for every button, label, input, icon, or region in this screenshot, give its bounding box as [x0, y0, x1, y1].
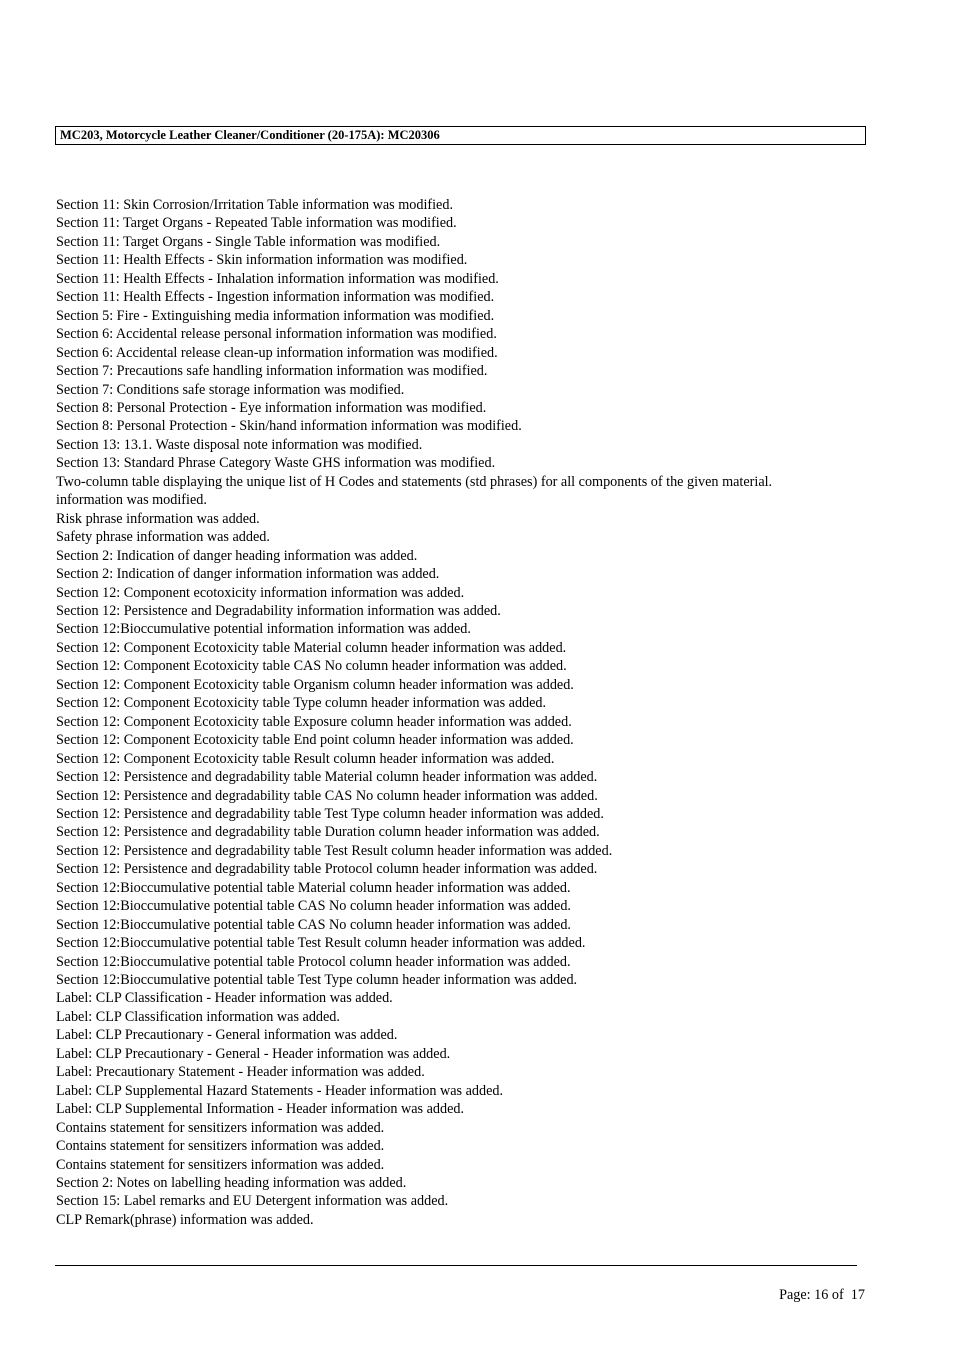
change-line: Section 12: Persistence and degradability table Test Type column header information was added. — [56, 805, 604, 822]
change-line: Section 11: Health Effects - Skin information information was modified. — [56, 252, 468, 269]
change-line: Section 12:Bioccumulative potential information information was added. — [56, 621, 471, 638]
page-number: Page: 16 of 17 — [779, 1287, 865, 1303]
change-line: Section 13: Standard Phrase Category Waste GHS information was modified. — [56, 455, 496, 472]
change-line: Section 12: Persistence and degradability table Test Result column header information was added. — [56, 842, 613, 859]
change-line: Label: CLP Classification - Header information was added. — [56, 990, 393, 1007]
change-line: Section 15: Label remarks and EU Detergent information was added. — [56, 1193, 449, 1210]
change-line: Section 12:Bioccumulative potential table Protocol column header information was added. — [56, 953, 571, 970]
change-line: Section 12: Component ecotoxicity information information was added. — [56, 584, 465, 601]
change-line: Section 11: Target Organs - Single Table information was modified. — [56, 233, 441, 250]
change-line: Label: CLP Precautionary - General - Header information was added. — [56, 1045, 451, 1062]
change-line: Section 11: Health Effects - Ingestion information information was modified. — [56, 289, 495, 306]
change-line: Section 8: Personal Protection - Eye information information was modified. — [56, 399, 487, 416]
change-line: Section 7: Conditions safe storage information was modified. — [56, 381, 405, 398]
change-line: Label: CLP Supplemental Information - Header information was added. — [56, 1101, 465, 1118]
change-line: Section 12: Persistence and degradability table Material column header information was added. — [56, 769, 598, 786]
change-line: Contains statement for sensitizers information was added. — [56, 1119, 385, 1136]
change-line: Section 12: Persistence and degradability table Protocol column header information was added. — [56, 861, 598, 878]
change-line: Risk phrase information was added. — [56, 510, 260, 527]
change-line: Section 2: Notes on labelling heading information was added. — [56, 1175, 407, 1192]
change-line: Section 12: Persistence and degradability table CAS No column header information was added. — [56, 787, 598, 804]
change-line: Section 6: Accidental release personal information information was modified. — [56, 326, 497, 343]
change-line: Label: CLP Precautionary - General information was added. — [56, 1027, 398, 1044]
change-line: Label: CLP Classification information was added. — [56, 1008, 340, 1025]
change-line: Label: CLP Supplemental Hazard Statements - Header information was added. — [56, 1082, 504, 1099]
change-line: Section 12: Component Ecotoxicity table Material column header information was added. — [56, 639, 567, 656]
change-line: Section 12: Component Ecotoxicity table End point column header information was added. — [56, 732, 574, 749]
change-line: Section 11: Target Organs - Repeated Table information was modified. — [56, 215, 457, 232]
change-line: Section 13: 13.1. Waste disposal note information was modified. — [56, 436, 423, 453]
product-title: MC203, Motorcycle Leather Cleaner/Conditioner (20-175A): MC20306 — [60, 128, 440, 142]
change-line: Section 12: Component Ecotoxicity table Type column header information was added. — [56, 695, 547, 712]
document-header-box — [55, 126, 866, 145]
change-line: Two-column table displaying the unique list of H Codes and statements (std phrases) for all components of the given material. information was modified. — [56, 473, 773, 509]
change-line: Section 2: Indication of danger information information was added. — [56, 566, 440, 583]
change-line: Section 12: Component Ecotoxicity table Organism column header information was added. — [56, 676, 574, 693]
change-line: Section 12: Component Ecotoxicity table Result column header information was added. — [56, 750, 555, 767]
change-line: Contains statement for sensitizers information was added. — [56, 1156, 385, 1173]
change-line: Section 12:Bioccumulative potential table CAS No column header information was added. — [56, 916, 571, 933]
change-line: Section 11: Skin Corrosion/Irritation Table information was modified. — [56, 197, 453, 213]
change-line: Section 12: Persistence and degradability table Duration column header information was added. — [56, 824, 600, 841]
change-line: Section 11: Health Effects - Inhalation information information was modified. — [56, 270, 499, 287]
change-line: Section 12:Bioccumulative potential table Material column header information was added. — [56, 879, 571, 896]
change-line: Section 12: Persistence and Degradability information information was added. — [56, 602, 501, 619]
change-line: Label: Precautionary Statement - Header information was added. — [56, 1064, 425, 1081]
change-line: Section 12:Bioccumulative potential table Test Type column header information was added. — [56, 972, 578, 989]
change-line: Section 7: Precautions safe handling information information was modified. — [56, 363, 488, 380]
change-line: Section 12: Component Ecotoxicity table CAS No column header information was added. — [56, 658, 567, 675]
change-line: Section 12:Bioccumulative potential table Test Result column header information was added. — [56, 935, 586, 952]
change-line: Safety phrase information was added. — [56, 529, 270, 546]
footer-divider — [55, 1265, 857, 1266]
revision-changes-list — [56, 196, 836, 1229]
change-line: Section 8: Personal Protection - Skin/hand information information was modified. — [56, 418, 522, 435]
change-line: Section 6: Accidental release clean-up information information was modified. — [56, 344, 498, 361]
change-line: Section 5: Fire - Extinguishing media information information was modified. — [56, 307, 495, 324]
change-line: CLP Remark(phrase) information was added. — [56, 1211, 314, 1228]
change-line: Section 12: Component Ecotoxicity table Exposure column header information was added. — [56, 713, 572, 730]
change-line: Contains statement for sensitizers information was added. — [56, 1138, 385, 1155]
change-line: Section 12:Bioccumulative potential table CAS No column header information was added. — [56, 898, 571, 915]
change-line: Section 2: Indication of danger heading information was added. — [56, 547, 418, 564]
